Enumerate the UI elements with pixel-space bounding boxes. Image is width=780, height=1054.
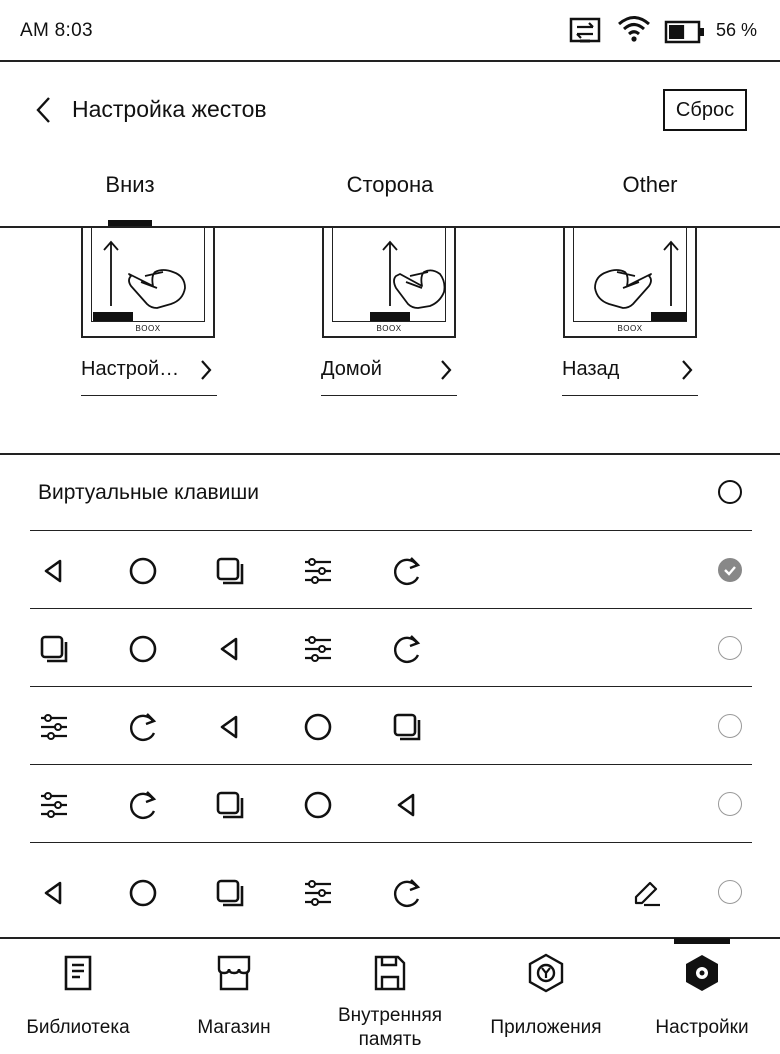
- brand-logo: BOOX: [135, 324, 161, 333]
- recent-apps-key-icon: [38, 633, 70, 665]
- gesture-action-select-left[interactable]: [81, 352, 217, 396]
- back-key-icon: [38, 877, 70, 909]
- nav-apps[interactable]: [468, 945, 624, 1040]
- settings-key-icon: [38, 711, 70, 743]
- storage-icon: [370, 951, 410, 995]
- checkmark-icon: [719, 559, 741, 581]
- nav-label: Внутренняя память: [337, 1005, 443, 1050]
- tab-side[interactable]: Сторона: [346, 172, 434, 197]
- back-arrow-icon[interactable]: [34, 95, 54, 125]
- clock: AM 8:03: [20, 20, 93, 41]
- swipe-up-hand-icon: [93, 228, 205, 322]
- chevron-right-icon: [439, 359, 453, 381]
- refresh-key-icon: [127, 711, 159, 743]
- settings-key-icon: [302, 877, 334, 909]
- virtual-keys-toggle[interactable]: [718, 480, 742, 504]
- store-icon: [214, 951, 254, 995]
- nav-label: Магазин: [197, 1017, 271, 1038]
- apps-icon: [526, 951, 566, 995]
- gesture-card-middle[interactable]: [322, 228, 456, 338]
- tab-other[interactable]: Other: [622, 172, 678, 197]
- sync-icon: [567, 16, 603, 46]
- brand-logo: BOOX: [617, 324, 643, 333]
- home-key-icon: [127, 633, 159, 665]
- status-bar: [0, 0, 780, 62]
- nav-store[interactable]: [156, 945, 312, 1040]
- nav-label: Приложения: [490, 1017, 602, 1038]
- recent-apps-key-icon: [214, 555, 246, 587]
- gesture-action-label: Домой: [321, 358, 382, 380]
- refresh-key-icon: [391, 877, 423, 909]
- recent-apps-key-icon: [391, 711, 423, 743]
- battery-icon: [664, 20, 706, 44]
- back-key-icon: [38, 555, 70, 587]
- settings-key-icon: [38, 789, 70, 821]
- gesture-action-select-middle[interactable]: [321, 352, 457, 396]
- layout-radio[interactable]: [718, 714, 742, 738]
- home-key-icon: [127, 877, 159, 909]
- brand-logo: BOOX: [376, 324, 402, 333]
- bottom-nav-divider: [0, 937, 780, 939]
- nav-label: Настройки: [655, 1017, 749, 1038]
- home-key-icon: [302, 711, 334, 743]
- back-key-icon: [391, 789, 423, 821]
- chevron-right-icon: [680, 359, 694, 381]
- settings-icon: [682, 951, 722, 995]
- virtual-key-layout-row[interactable]: [30, 686, 752, 764]
- back-key-icon: [214, 711, 246, 743]
- reset-button[interactable]: Сброс: [663, 89, 747, 131]
- gesture-action-select-right[interactable]: [562, 352, 698, 396]
- nav-storage[interactable]: [312, 945, 468, 1052]
- layout-radio[interactable]: [718, 792, 742, 816]
- layout-radio[interactable]: [718, 880, 742, 904]
- virtual-key-layout-row[interactable]: [30, 530, 752, 608]
- battery-percent: 56 %: [716, 20, 758, 40]
- home-key-icon: [127, 555, 159, 587]
- virtual-key-layout-row[interactable]: [30, 608, 752, 686]
- swipe-up-hand-icon: [575, 228, 687, 322]
- edit-pencil-icon[interactable]: [630, 877, 662, 909]
- wifi-icon: [616, 14, 652, 44]
- gesture-card-left[interactable]: [81, 228, 215, 338]
- tab-down[interactable]: Вниз: [105, 172, 155, 197]
- settings-key-icon: [302, 633, 334, 665]
- recent-apps-key-icon: [214, 789, 246, 821]
- page-title: Настройка жестов: [72, 96, 267, 122]
- nav-label: Библиотека: [26, 1017, 130, 1038]
- nav-library[interactable]: [0, 945, 156, 1040]
- active-nav-indicator: [674, 938, 730, 944]
- layout-radio-selected[interactable]: [718, 558, 742, 582]
- virtual-key-layout-row[interactable]: [30, 842, 752, 938]
- refresh-key-icon: [391, 555, 423, 587]
- settings-key-icon: [302, 555, 334, 587]
- swipe-up-hand-icon: [334, 228, 446, 322]
- recent-apps-key-icon: [214, 877, 246, 909]
- home-key-icon: [302, 789, 334, 821]
- layout-radio[interactable]: [718, 636, 742, 660]
- gesture-action-label: Назад: [562, 358, 620, 380]
- gesture-action-label: Настрой…: [81, 358, 180, 380]
- refresh-key-icon: [127, 789, 159, 821]
- refresh-key-icon: [391, 633, 423, 665]
- nav-settings[interactable]: [624, 945, 780, 1040]
- back-key-icon: [214, 633, 246, 665]
- chevron-right-icon: [199, 359, 213, 381]
- gesture-card-right[interactable]: [563, 228, 697, 338]
- virtual-key-layout-row[interactable]: [30, 764, 752, 842]
- library-icon: [58, 951, 98, 995]
- virtual-keys-title: Виртуальные клавиши: [38, 481, 259, 504]
- section-divider: [0, 453, 780, 455]
